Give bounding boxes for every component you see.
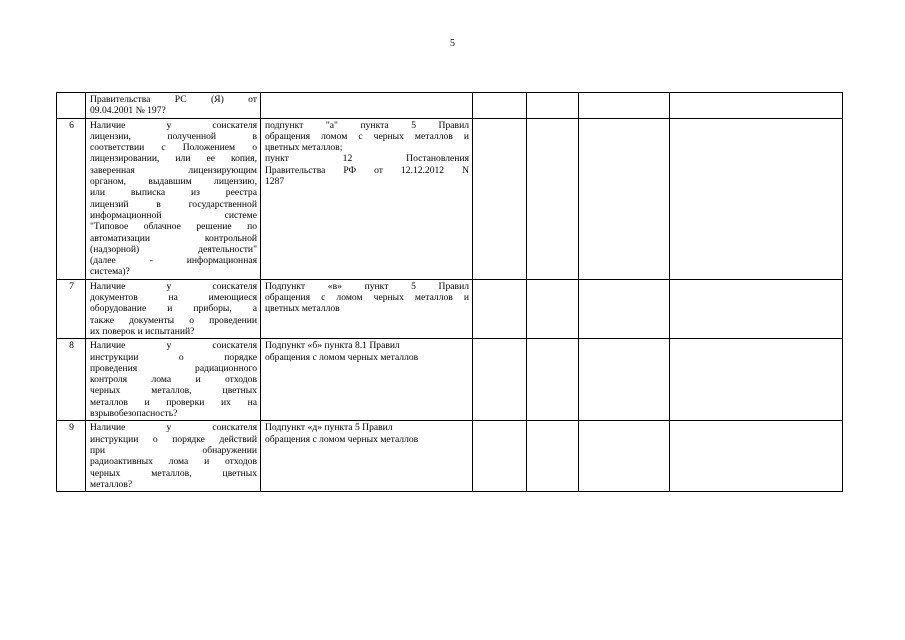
answer-no-cell	[527, 118, 579, 279]
reference-line: Правительства РФ от 12.12.2012 N	[265, 164, 469, 176]
question-line: лицензировании, или ее копия,	[90, 153, 257, 165]
question-line: инструкции о порядке	[90, 351, 257, 363]
question-line: их поверок и испытаний?	[90, 325, 195, 337]
question-line: инструкции о порядке действий	[90, 433, 257, 445]
legal-reference	[261, 93, 473, 119]
question-line: оборудование и приборы, а	[90, 303, 257, 315]
answer-yes-cell	[473, 279, 527, 338]
checklist-table	[56, 92, 843, 492]
question-line: Правительства РС (Я) от	[90, 94, 257, 105]
answer-yes-cell	[473, 339, 527, 421]
note-cell	[670, 339, 843, 421]
question-line: металлов?	[90, 478, 133, 490]
reference-line: подпункт "а" пункта 5 Правил	[265, 119, 469, 131]
legal-reference	[261, 118, 473, 279]
row-number: 8	[57, 339, 86, 421]
question-line: информационной системе	[90, 209, 257, 221]
requirement-question	[86, 339, 261, 421]
not-applicable-cell	[579, 118, 670, 279]
legal-reference	[261, 279, 473, 338]
answer-no-cell	[527, 421, 579, 492]
question-line: или выписка из реестра	[90, 187, 257, 199]
reference-line: Подпункт «б» пункта 8.1 Правил	[265, 340, 400, 352]
answer-no-cell	[527, 339, 579, 421]
question-line: (надзорной) деятельности"	[90, 243, 257, 255]
question-line: документов на имеющиеся	[90, 292, 257, 304]
note-cell	[670, 279, 843, 338]
answer-yes-cell	[473, 93, 527, 119]
question-line: Наличие у соискателя	[90, 280, 257, 292]
question-line: заверенная лицензирующим	[90, 164, 257, 176]
reference-line: обращения с ломом черных металлов и	[265, 292, 469, 304]
question-line: лицензии, полученной в	[90, 130, 257, 142]
reference-line: Подпункт «в» пункт 5 Правил	[265, 280, 469, 292]
question-line: черных металлов, цветных	[90, 467, 257, 479]
question-line: Наличие у соискателя	[90, 119, 257, 131]
not-applicable-cell	[579, 421, 670, 492]
question-line: соответствии с Положением о	[90, 142, 257, 154]
question-line: черных металлов, цветных	[90, 385, 257, 397]
question-line: органом, выдавшим лицензию,	[90, 176, 257, 188]
question-line: (далее - информационная	[90, 255, 257, 267]
reference-line: обращения ломом с черных металлов и	[265, 130, 469, 142]
question-line: система)?	[90, 266, 130, 278]
question-line: радиоактивных лома и отходов	[90, 456, 257, 468]
requirement-question	[86, 279, 261, 338]
table-row	[57, 421, 843, 492]
note-cell	[670, 93, 843, 119]
row-number: 9	[57, 421, 86, 492]
reference-line: обращения с ломом черных металлов	[265, 433, 419, 445]
answer-no-cell	[527, 93, 579, 119]
reference-line: обращения с ломом черных металлов	[265, 351, 419, 363]
table-row	[57, 118, 843, 279]
table-row	[57, 279, 843, 338]
question-line: контроля лома и отходов	[90, 374, 257, 386]
not-applicable-cell	[579, 93, 670, 119]
reference-line: пункт 12 Постановления	[265, 153, 469, 165]
row-number	[57, 93, 86, 119]
legal-reference	[261, 339, 473, 421]
requirement-question	[86, 118, 261, 279]
question-line: проведения радиационного	[90, 362, 257, 374]
not-applicable-cell	[579, 339, 670, 421]
reference-line: цветных металлов	[265, 303, 340, 315]
reference-line: 1287	[265, 176, 285, 188]
reference-line: цветных металлов;	[265, 142, 343, 154]
not-applicable-cell	[579, 279, 670, 338]
table-row	[57, 339, 843, 421]
question-line: взрывобезопасность?	[90, 408, 178, 420]
question-line: также документы о проведении	[90, 314, 257, 326]
answer-yes-cell	[473, 421, 527, 492]
row-number: 6	[57, 118, 86, 279]
note-cell	[670, 118, 843, 279]
row-number: 7	[57, 279, 86, 338]
page-number: 5	[450, 38, 455, 49]
question-line: лицензий в государственной	[90, 198, 257, 210]
question-line: при обнаружении	[90, 444, 257, 456]
legal-reference	[261, 421, 473, 492]
note-cell	[670, 421, 843, 492]
reference-line: Подпункт «д» пункта 5 Правил	[265, 422, 393, 434]
question-line: автоматизации контрольной	[90, 232, 257, 244]
question-line: металлов и проверки их на	[90, 396, 257, 408]
answer-no-cell	[527, 279, 579, 338]
requirement-question	[86, 421, 261, 492]
table-row	[57, 93, 843, 119]
question-line: Наличие у соискателя	[90, 422, 257, 434]
requirement-question	[86, 93, 261, 119]
question-line: "Типовое облачное решение по	[90, 221, 257, 233]
question-line: 09.04.2001 № 197?	[90, 105, 166, 117]
question-line: Наличие у соискателя	[90, 340, 257, 352]
answer-yes-cell	[473, 118, 527, 279]
